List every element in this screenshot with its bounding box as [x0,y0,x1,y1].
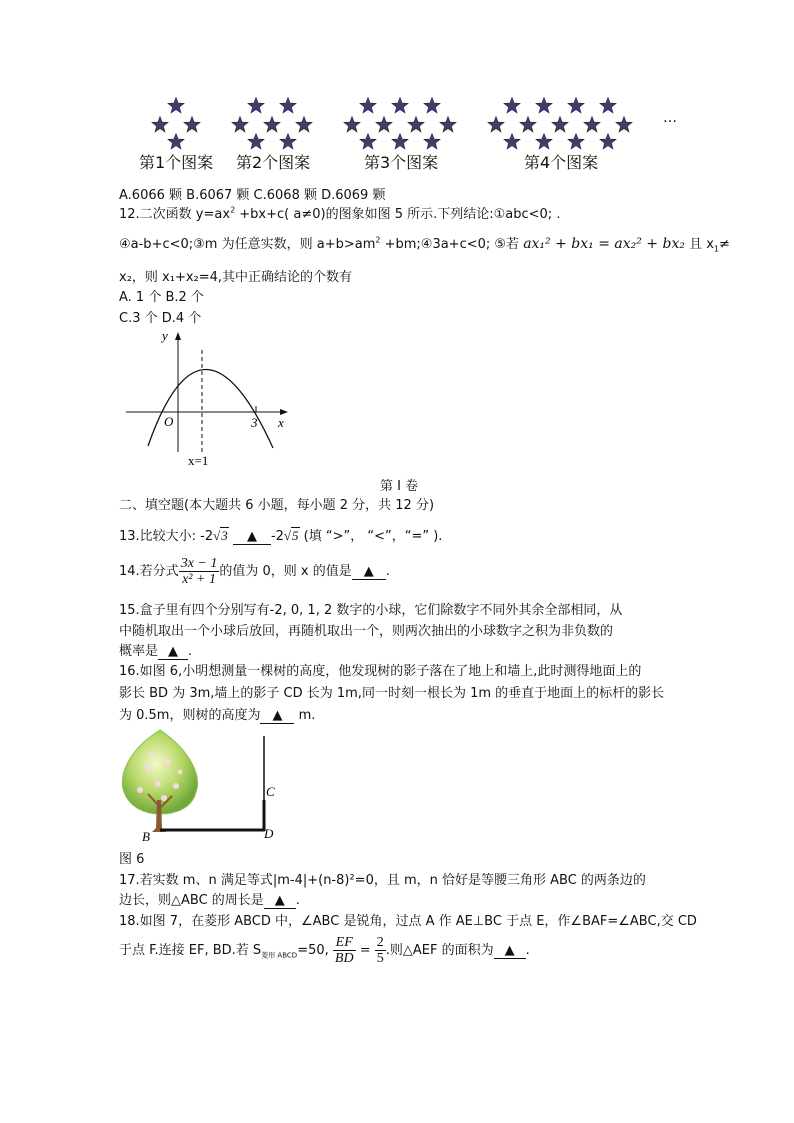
q15-suffix: . [188,644,193,659]
q18-line2 [119,935,530,966]
q11-options: A.6066 颗 B.6067 颗 C.6068 颗 D.6069 颗 [119,188,386,203]
q15-answer-blank: ▲ [158,644,188,660]
q18-frac2-num: 2 [376,935,384,950]
q18-fraction-ef-bd [333,935,356,966]
q14-denominator: x² + 1 [182,572,216,587]
star-patterns [140,92,700,152]
star-icon [536,98,552,113]
q13-answer-blank: ▲ [233,529,271,545]
q18-line2-a: 于点 F.连接 EF, BD.若 S [119,943,262,958]
axis-line-label: x=1 [188,453,209,468]
pattern-ellipsis: … [663,110,677,126]
star-icon [184,117,200,132]
star-icon [280,134,296,149]
star-icon [600,134,616,149]
star-icon [568,98,584,113]
q18-answer-blank: ▲ [494,943,526,959]
q12-options-cd: C.3 个 D.4 个 [119,311,202,326]
y-axis-label: y [162,328,168,343]
star-icon [152,117,168,132]
volume-label: 第 I 卷 [380,479,419,494]
star-icon [360,98,376,113]
q16-line3 [119,704,315,724]
q16-line2: 影长 BD 为 3m,墙上的影子 CD 长为 1m,同一时刻一根长为 1m 的垂直于地面上的标杆的影长 [119,686,665,701]
star-icon [344,117,360,132]
star-icon [568,134,584,149]
star-icon [584,117,600,132]
pattern-label-1: 第1个图案 [139,153,214,172]
q12-line2: ④a-b+c<0;③m 为任意实数，则 $a+b>am^2$ +bm;④3a+c<0; ⑤若 ax₁² + bx₁ = ax₂² + bx₂ 且 $x_1\ne$ [119,235,730,254]
q15-line3-prefix: 概率是 [119,644,159,659]
q12-line2-b: +bm;④3a+c<0; ⑤若 [380,237,524,252]
star-icon [424,134,440,149]
star-icon [248,98,264,113]
section-heading: 二、填空题(本大题共 6 小题，每小题 2 分，共 12 分) [119,498,435,513]
star-icon [248,134,264,149]
pattern-label-2: 第2个图案 [236,153,311,172]
star-icon [360,134,376,149]
q15-line1: 15.盒子里有四个分别写有-2, 0, 1, 2 数字的小球，它们除数字不同外其余全部相同，从 [119,603,623,618]
q12-line2-c: 且 x [684,237,714,252]
star-icon [488,117,504,132]
q13-sqrt-1: √3 [213,528,228,543]
q17-line2 [119,889,300,909]
q12-options-ab: A. 1 个 B.2 个 [119,290,204,305]
label-c: C [266,784,275,799]
star-icon [232,117,248,132]
figure-6-caption: 图 6 [119,852,145,867]
label-b: B [142,829,150,844]
star-icon [552,117,568,132]
q18-line2-b: =50, [297,943,333,958]
x-intercept-label: 3 [251,415,258,430]
q14-numerator: 3x − 1 [180,556,218,571]
star-icon [600,98,616,113]
star-icon [392,98,408,113]
star-icon [392,134,408,149]
q12-equation: ax₁² + bx₁ = ax₂² + bx₂ [523,236,685,252]
q14-suffix: . [385,564,390,579]
q12-line1: 12.二次函数 $y=ax^2 +bx+c$( a≠0)的图象如图 5 所示.下列结论:①abc<0; . [119,205,561,222]
star-icon [264,117,280,132]
q16-line1: 16.如图 6,小明想测量一棵树的高度，他发现树的影子落在了地上和墙上,此时测得地面上的 [119,664,642,679]
q18-line1: 18.如图 7，在菱形 ABCD 中，∠ABC 是锐角，过点 A 作 AE⊥BC 于点 E，作∠BAF=∠ABC,交 CD [119,914,697,929]
q12-line2-a: ④a-b+c<0;③m 为任意实数，则 a+b>am [119,237,376,252]
star-icon [504,134,520,149]
star-icon [440,117,456,132]
star-icon [168,98,184,113]
q17-line2-prefix: 边长，则△ABC 的周长是 [119,893,264,908]
q18-frac1-den: BD [334,951,354,966]
q13-sqrt-2: √5 [283,528,299,543]
star-icon [536,134,552,149]
q12-line1-a: 12.二次函数 y=ax [119,207,231,222]
q17-suffix: . [295,893,300,908]
q16-answer-blank: ▲ [260,708,294,724]
q14-fraction [179,556,220,587]
q18-subscript: 菱形 ABCD [261,951,298,960]
pattern-label-4: 第4个图案 [524,153,599,172]
figure-6 [118,728,288,844]
star-icon [520,117,536,132]
star-icon [376,117,392,132]
q17-line1: 17.若实数 m、n 满足等式|m-4|+(n-8)²=0，且 m，n 恰好是等腰三角形 ABC 的两条边的 [119,873,646,888]
parabola-curve [148,369,273,448]
q18-equals: = [355,943,375,958]
q18-suffix: . [525,943,530,958]
q18-frac2-den: 5 [376,951,384,966]
q18-line2-c: .则△AEF 的面积为 [385,943,494,958]
q12-line2-d: ≠ [719,237,730,252]
q13-suffix: (填 “>”， “<”，“=” ). [299,529,443,544]
q12-line3: x₂，则 x₁+x₂=4,其中正确结论的个数有 [119,270,353,285]
pattern-label-3: 第3个图案 [364,153,439,172]
x-axis-label: x [278,415,284,430]
q14-answer-blank: ▲ [352,564,386,580]
q14-mid: 的值为 0，则 x 的值是 [219,564,352,579]
q14 [119,556,390,587]
star-icon [168,134,184,149]
q15-line3 [119,640,192,660]
q17-answer-blank: ▲ [264,893,296,909]
star-icon [616,117,632,132]
q13-mid: -2 [270,529,284,544]
q12-line1-b: +bx+c( a≠0)的图象如图 5 所示.下列结论:①abc<0; . [235,207,561,222]
y-axis-arrow-icon [175,332,181,340]
star-icon [408,117,424,132]
q18-frac1-num: EF [333,935,356,951]
star-icon [424,98,440,113]
label-d: D [264,826,274,841]
q13-prefix: 13.比较大小: -2 [119,529,214,544]
q14-prefix: 14.若分式 [119,564,179,579]
star-icon [280,98,296,113]
q18-fraction-2-5 [375,935,386,966]
star-icon [504,98,520,113]
q13 [119,525,442,545]
q16-suffix: m. [294,708,316,723]
star-icon [296,117,312,132]
q16-line3-prefix: 为 0.5m，则树的高度为 [119,708,261,723]
q15-line2: 中随机取出一个小球后放回，再随机取出一个，则两次抽出的小球数字之积为非负数的 [119,624,614,639]
origin-label: O [164,414,174,429]
parabola-graph [118,328,298,468]
